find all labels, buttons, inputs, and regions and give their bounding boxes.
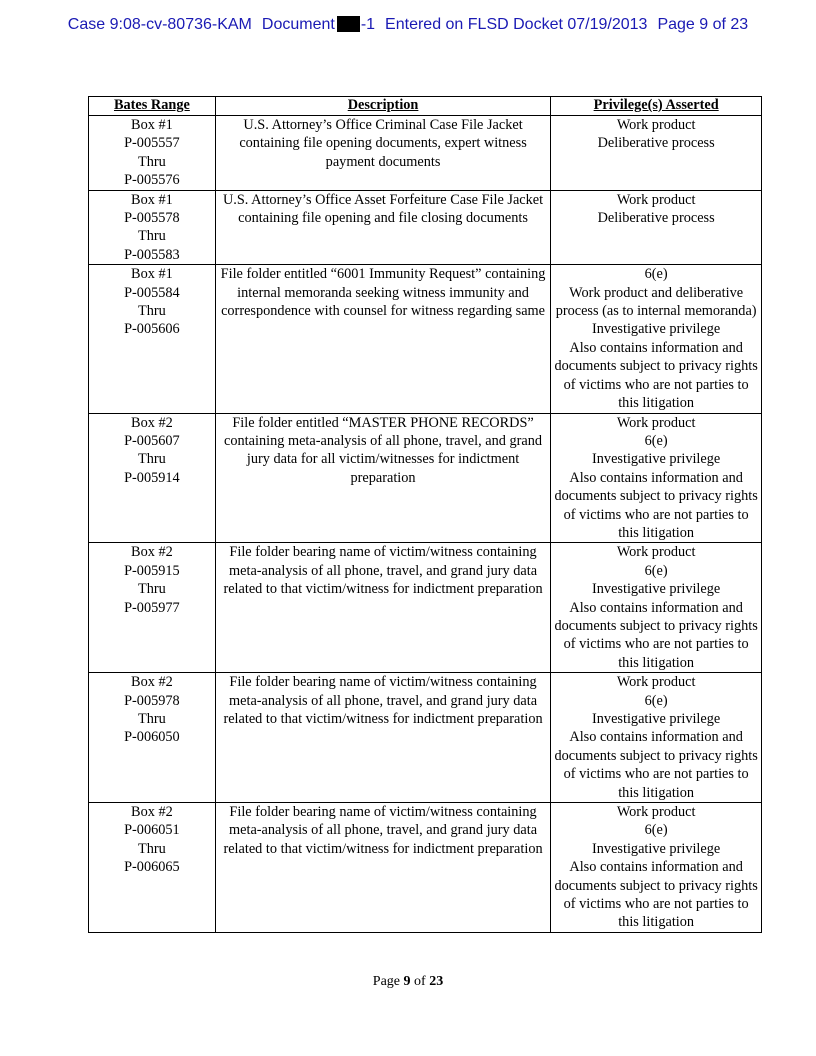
bates-line: Thru (138, 711, 166, 727)
case-number: Case 9:08-cv-80736-KAM (67, 16, 252, 33)
privilege-entry: Investigative privilege (592, 321, 721, 338)
privilege-entry: Also contains information and documents subject to privacy rights of victims who are not parties to this litigation (554, 469, 758, 541)
privileges-cell (551, 190, 762, 265)
table-header-row (89, 97, 762, 116)
document-label: Document (261, 16, 335, 33)
bates-line: P-005576 (124, 172, 180, 189)
privilege-entry: Work product (616, 674, 696, 691)
column-header-description: Description (215, 97, 550, 116)
bates-line: P-005606 (124, 321, 180, 338)
table-row (89, 543, 762, 673)
privileges-cell (551, 803, 762, 933)
bates-line: Box #1 (131, 266, 173, 283)
privilege-entry: Work product (616, 191, 696, 208)
redaction-box (337, 16, 360, 32)
bates-line: Box #2 (131, 674, 173, 691)
bates-line: Thru (138, 153, 166, 170)
bates-range-cell (89, 543, 216, 673)
bates-line: P-006065 (124, 859, 180, 876)
privilege-entry: Investigative privilege (592, 711, 721, 727)
privilege-entry: Deliberative process (597, 210, 715, 227)
description-cell: File folder bearing name of victim/witness containing meta-analysis of all phone, travel, and grand jury data related to that victim/witness for indictment preparation (215, 543, 550, 673)
bates-range-cell (89, 116, 216, 191)
description-cell: File folder bearing name of victim/witness containing meta-analysis of all phone, travel, and grand jury data related to that victim/witness for indictment preparation (215, 673, 550, 803)
footer-total-pages: 23 (429, 974, 444, 989)
footer-of: of (414, 974, 426, 989)
privilege-entry: Also contains information and documents subject to privacy rights of victims who are not parties to this litigation (554, 859, 758, 931)
description-cell: U.S. Attorney’s Office Criminal Case File Jacket containing file opening documents, expert witness payment documents (215, 116, 550, 191)
table-row (89, 116, 762, 191)
table-body (89, 116, 762, 933)
privilege-entry: Work product and deliberative process (as to internal memoranda) (555, 284, 757, 320)
table-row (89, 413, 762, 543)
privilege-entry: 6(e) (644, 562, 668, 579)
bates-line: P-005915 (124, 562, 180, 579)
header-page-count: Page 9 of 23 (657, 16, 749, 33)
privilege-entry: Deliberative process (597, 135, 715, 152)
table-row (89, 190, 762, 265)
privilege-entry: Investigative privilege (592, 581, 721, 598)
privileges-cell (551, 116, 762, 191)
document-suffix: -1 (360, 16, 376, 33)
privilege-entry: Investigative privilege (592, 840, 721, 857)
table-row (89, 673, 762, 803)
footer-page-prefix: Page (372, 974, 401, 989)
bates-line: Thru (138, 451, 166, 468)
privilege-entry: Work product (616, 804, 696, 821)
bates-line: Box #2 (131, 804, 173, 821)
privilege-log-table (88, 96, 762, 933)
docket-entry: Entered on FLSD Docket 07/19/2013 (385, 16, 648, 33)
table-row (89, 265, 762, 413)
bates-line: Thru (138, 581, 166, 598)
bates-line: Thru (138, 228, 166, 245)
bates-line: P-005607 (124, 432, 180, 449)
bates-line: Box #1 (131, 117, 173, 133)
privilege-entry: 6(e) (644, 692, 668, 709)
bates-line: P-005578 (124, 210, 180, 227)
bates-line: P-005557 (124, 135, 180, 152)
privileges-cell (551, 265, 762, 413)
bates-range-cell (89, 190, 216, 265)
column-header-bates: Bates Range (89, 97, 216, 116)
privilege-entry: Also contains information and documents subject to privacy rights of victims who are not parties to this litigation (554, 339, 758, 412)
footer-current-page: 9 (403, 974, 411, 989)
privilege-entry: Investigative privilege (592, 451, 721, 468)
description-cell: File folder entitled “6001 Immunity Request” containing internal memoranda seeking witness immunity and correspondence with counsel for witness regarding same (215, 265, 550, 413)
bates-line: P-005914 (124, 469, 180, 486)
privilege-entry: 6(e) (644, 266, 668, 283)
privilege-entry: Work product (616, 117, 696, 133)
bates-line: Box #2 (131, 414, 173, 431)
bates-line: P-005978 (124, 692, 180, 709)
privilege-entry: Also contains information and documents subject to privacy rights of victims who are not parties to this litigation (554, 599, 758, 671)
bates-range-cell (89, 673, 216, 803)
description-cell: U.S. Attorney’s Office Asset Forfeiture Case File Jacket containing file opening and file closing documents (215, 190, 550, 265)
bates-range-cell (89, 803, 216, 933)
privilege-entry: Also contains information and documents subject to privacy rights of victims who are not parties to this litigation (554, 729, 758, 801)
bates-line: P-006050 (124, 729, 180, 746)
bates-line: P-005583 (124, 246, 180, 263)
table-row (89, 803, 762, 933)
column-header-privileges: Privilege(s) Asserted (551, 97, 762, 116)
bates-range-cell (89, 265, 216, 413)
privilege-entry: Work product (616, 544, 696, 561)
privilege-entry: 6(e) (644, 822, 668, 839)
privileges-cell (551, 413, 762, 543)
privilege-entry: Work product (616, 414, 696, 431)
bates-range-cell (89, 413, 216, 543)
privilege-entry: 6(e) (644, 432, 668, 449)
privileges-cell (551, 543, 762, 673)
bates-line: P-005584 (124, 284, 180, 301)
bates-line: Thru (138, 840, 166, 857)
bates-line: Thru (138, 303, 166, 320)
bates-line: Box #2 (131, 544, 173, 561)
bates-line: P-006051 (124, 822, 180, 839)
privileges-cell (551, 673, 762, 803)
docket-header (0, 16, 816, 34)
bates-line: Box #1 (131, 191, 173, 208)
page-footer (0, 974, 816, 990)
description-cell: File folder entitled “MASTER PHONE RECORDS” containing meta-analysis of all phone, travel, and grand jury data for all victim/witnesses for indictment preparation (215, 413, 550, 543)
description-cell: File folder bearing name of victim/witness containing meta-analysis of all phone, travel, and grand jury data related to that victim/witness for indictment preparation (215, 803, 550, 933)
bates-line: P-005977 (124, 599, 180, 616)
